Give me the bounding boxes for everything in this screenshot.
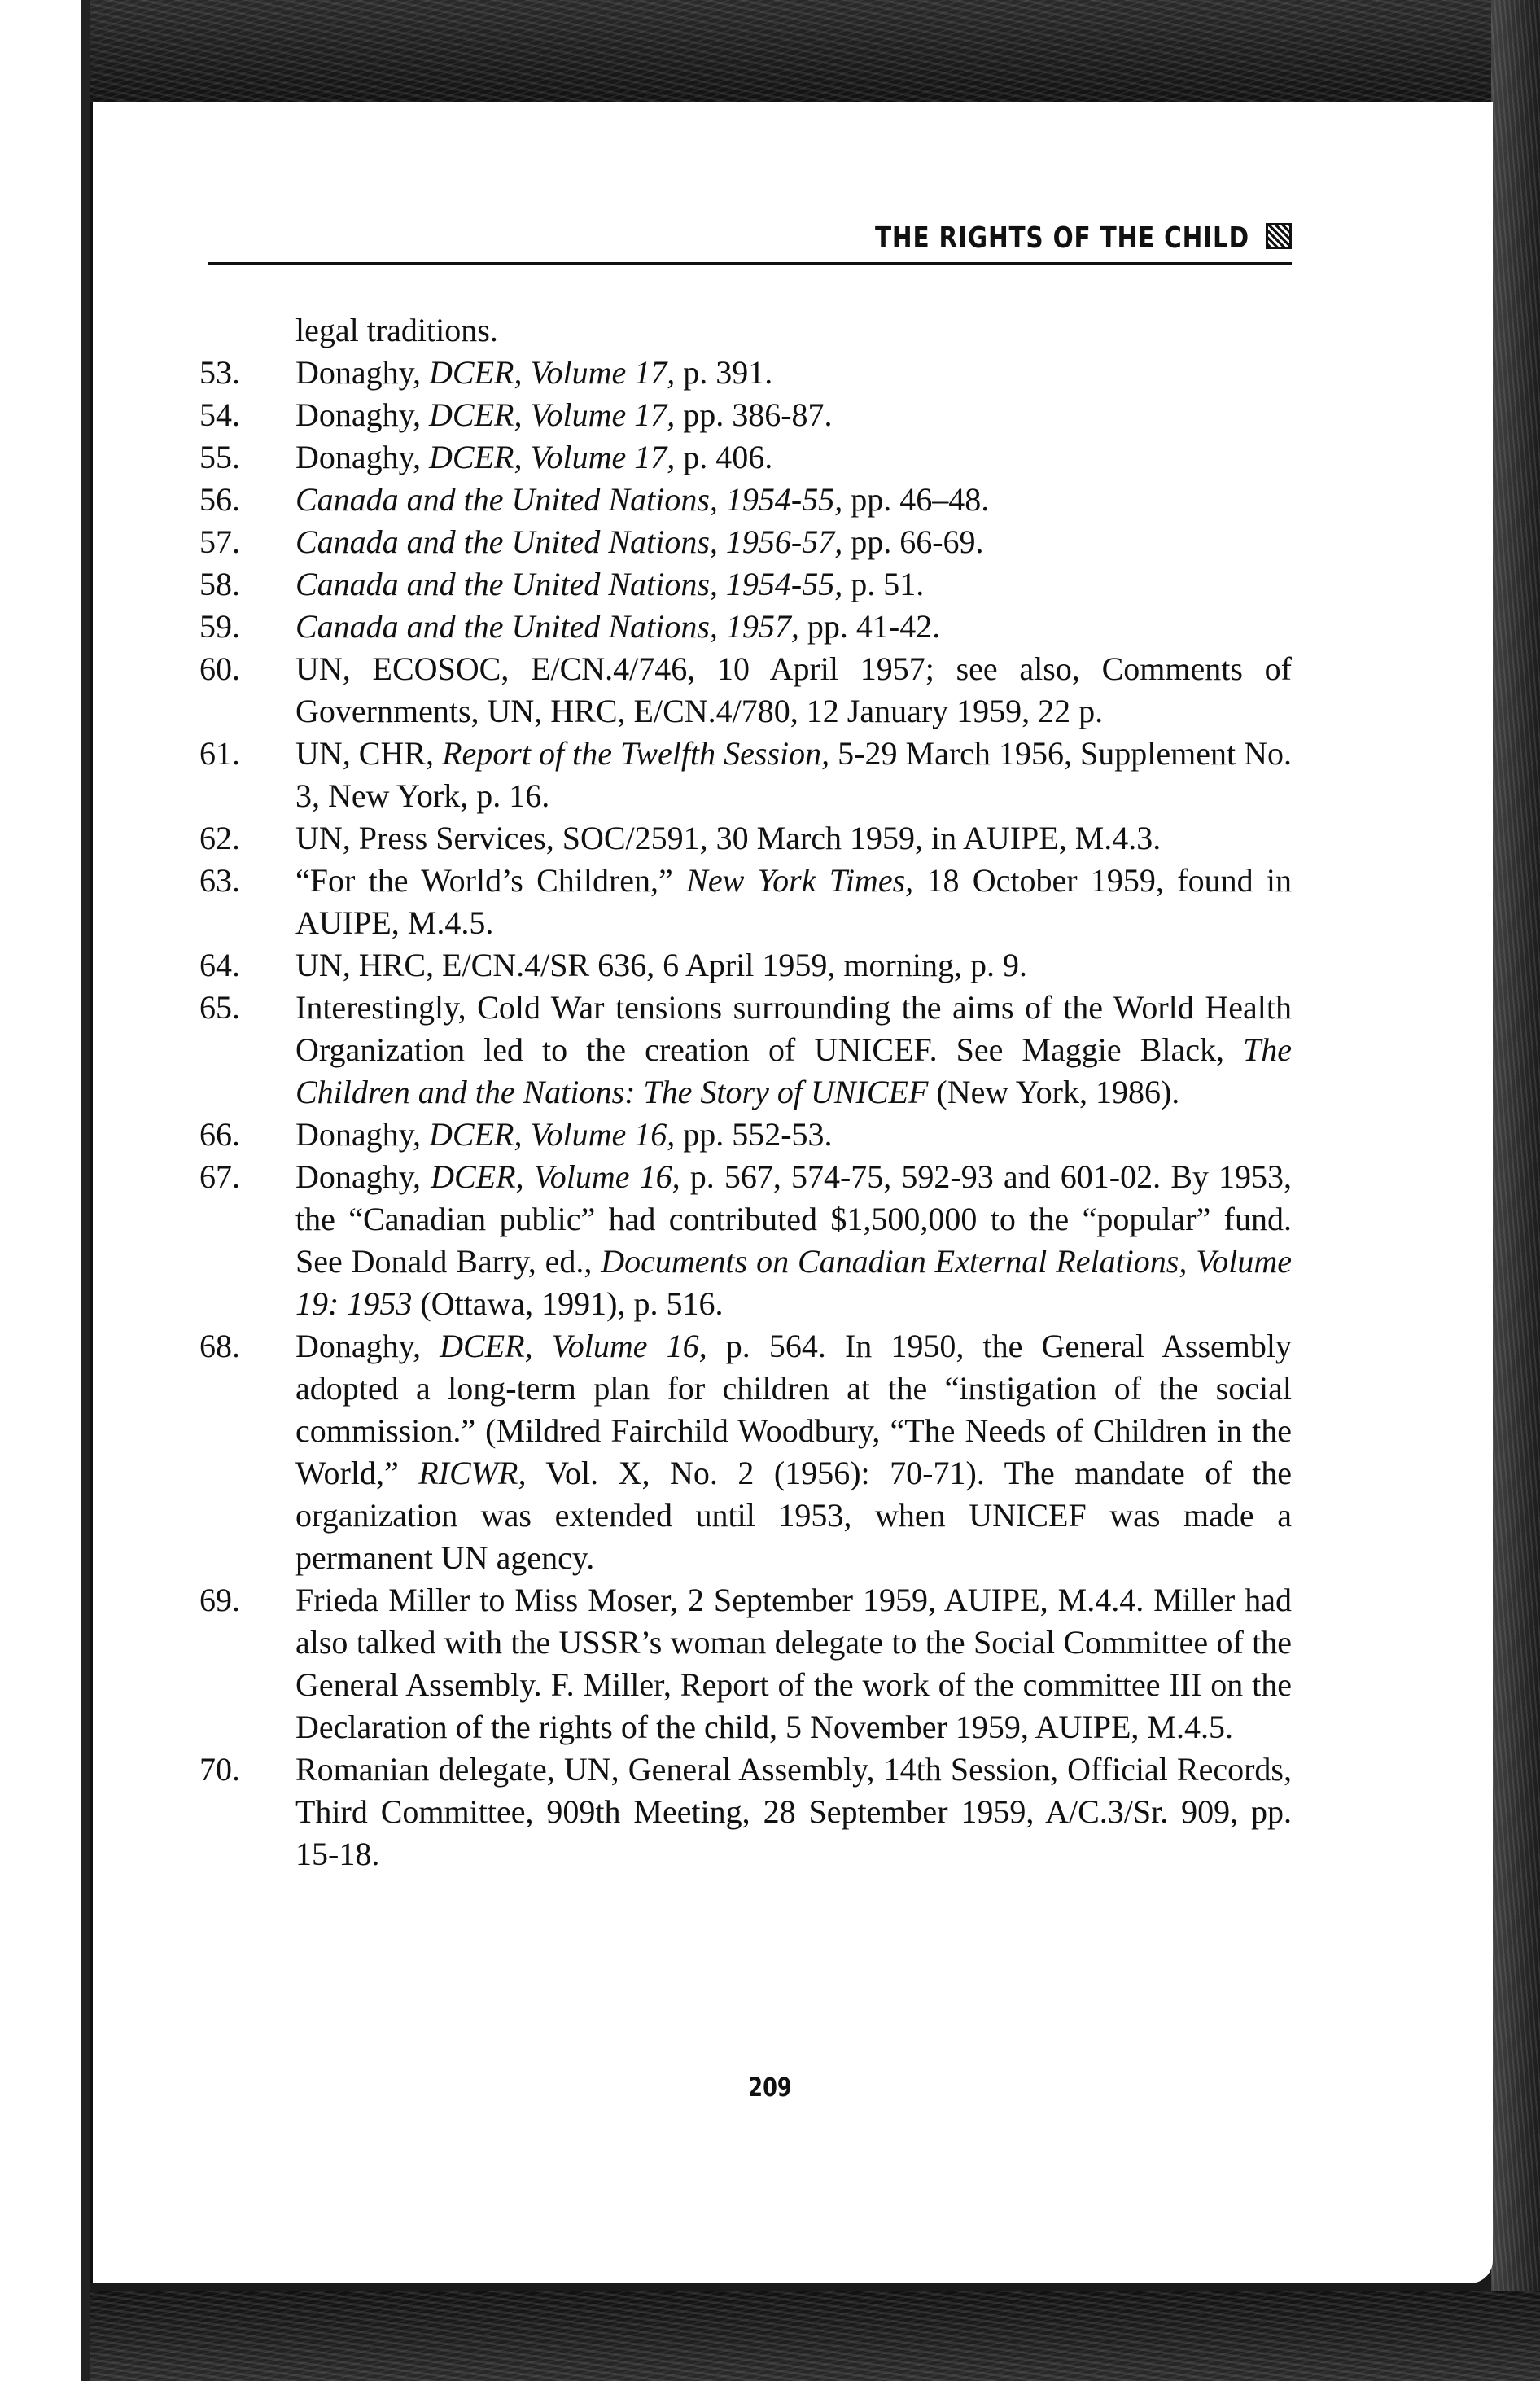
endnote-number: 58. xyxy=(199,566,240,602)
endnote-number: 67. xyxy=(199,1158,240,1195)
running-head xyxy=(208,218,1292,265)
endnote xyxy=(199,394,1292,436)
endnote-text xyxy=(295,523,984,560)
endnote xyxy=(199,1114,1292,1156)
endnote-number: 57. xyxy=(199,523,240,560)
endnote xyxy=(199,860,1293,944)
endnote xyxy=(199,1749,1292,1875)
endnote-text xyxy=(295,989,1292,1110)
scan-edge-right xyxy=(1491,0,1540,2381)
endnote-text xyxy=(295,735,1292,814)
italic-title: The Children and the Nations: The Story of UNICEF xyxy=(295,1031,1292,1110)
italic-title: DCER, Volume 16, xyxy=(431,1158,680,1195)
italic-title: Canada and the United Nations, 1954-55, xyxy=(295,566,843,602)
italic-title: Canada and the United Nations, 1957, xyxy=(295,608,799,645)
endnote-number: 64. xyxy=(199,947,240,983)
text-run: UN, CHR, xyxy=(295,735,443,772)
endnote xyxy=(199,521,1292,563)
text-run: p. 391. xyxy=(675,354,773,391)
endnote-number: 55. xyxy=(199,439,240,475)
endnote-text xyxy=(295,481,989,518)
endnote-number: 62. xyxy=(199,820,240,856)
text-run: Donaghy, xyxy=(295,354,430,391)
text-run: p. 567, 574-75, 592-93 and 601-02. By 1953, the “Canadian public” had contributed $1,500,000 to the “popular” fund. See Donald Barry, ed., xyxy=(295,1158,1292,1280)
italic-title: New York Times, xyxy=(686,862,914,899)
endnote-text xyxy=(295,439,772,475)
endnotes-list xyxy=(199,309,1293,1875)
scan-edge-bottom xyxy=(0,2291,1540,2381)
text-run: p. 564. In 1950, the General Assembly adopted a long-term plan for children at the “instigation of the social commission.” (Mildred Fairchild Woodbury, “The Needs of Children in the World,” xyxy=(295,1328,1293,1491)
text-run: pp. 386-87. xyxy=(675,396,833,433)
endnote-text xyxy=(295,650,1292,729)
endnote-text xyxy=(295,396,833,433)
page-number: 209 xyxy=(748,2072,792,2103)
endnote-number: 69. xyxy=(199,1582,240,1618)
endnote xyxy=(199,606,1292,648)
endnote xyxy=(199,352,1292,394)
running-head-title: THE RIGHTS OF THE CHILD xyxy=(875,221,1249,255)
text-run: pp. 552-53. xyxy=(675,1116,833,1153)
text-run: UN, Press Services, SOC/2591, 30 March 1959, in AUIPE, M.4.3. xyxy=(295,820,1162,856)
text-run: Donaghy, xyxy=(295,1116,430,1153)
endnote-number: 53. xyxy=(199,354,240,391)
italic-title: Documents on Canadian External Relations, Volume 19: 1953 xyxy=(295,1243,1292,1322)
text-run: UN, HRC, E/CN.4/SR 636, 6 April 1959, morning, p. 9. xyxy=(295,947,1027,983)
endnote-text xyxy=(295,1582,1292,1745)
endnote-text xyxy=(295,312,498,348)
text-run: p. 406. xyxy=(675,439,773,475)
text-run: legal traditions. xyxy=(295,312,498,348)
ornament-box-icon xyxy=(1266,223,1292,249)
endnote-number: 68. xyxy=(199,1328,240,1364)
endnote xyxy=(199,479,1292,521)
text-run: (New York, 1986). xyxy=(928,1074,1180,1110)
endnote-number: 54. xyxy=(199,396,240,433)
text-run: p. 51. xyxy=(842,566,925,602)
endnote xyxy=(199,563,1292,606)
endnote-number: 60. xyxy=(199,650,240,687)
text-run: Frieda Miller to Miss Moser, 2 September 1959, AUIPE, M.4.4. Miller had also talked with the USSR’s woman delegate to the Social Committee of the General Assembly. F. Miller, Report of the work of the committee III on the Declaration of the rights of the child, 5 November 1959, AUIPE, M.4.5. xyxy=(295,1582,1292,1745)
text-run: Interestingly, Cold War tensions surrounding the aims of the World Health Organization led to the creation of UNICEF. See Maggie Black, xyxy=(295,989,1292,1068)
endnote-text xyxy=(295,608,940,645)
italic-title: DCER, Volume 16, xyxy=(440,1328,707,1364)
text-run: Romanian delegate, UN, General Assembly, 14th Session, Official Records, Third Committee, 909th Meeting, 28 September 1959, A/C.3/Sr. 909, pp. 15-18. xyxy=(295,1751,1292,1872)
endnote-text xyxy=(295,820,1161,856)
endnote-number: 65. xyxy=(199,989,240,1026)
italic-title: DCER, Volume 17, xyxy=(429,354,676,391)
endnote xyxy=(199,1579,1292,1749)
endnote-number: 61. xyxy=(199,735,240,772)
text-run: pp. 66-69. xyxy=(842,523,984,560)
endnote xyxy=(199,648,1292,733)
italic-title: Canada and the United Nations, 1954-55, xyxy=(295,481,843,518)
italic-title: RICWR, xyxy=(418,1455,527,1491)
endnote-text xyxy=(295,1328,1292,1576)
endnote xyxy=(199,436,1292,479)
endnote-number: 63. xyxy=(199,862,240,899)
endnote xyxy=(199,987,1292,1114)
endnote-text xyxy=(295,1751,1292,1872)
endnote xyxy=(199,817,1292,860)
endnote xyxy=(199,1156,1292,1325)
scan-edge-left xyxy=(0,0,90,2381)
endnote xyxy=(295,309,1292,352)
endnote-text xyxy=(295,354,772,391)
endnote xyxy=(199,733,1292,817)
text-run: Donaghy, xyxy=(295,439,430,475)
text-run: Vol. X, No. 2 (1956): 70-71). The mandate of the organization was extended until 1953, when UNICEF was made a permanent UN agency. xyxy=(295,1455,1292,1576)
text-run: pp. 41-42. xyxy=(798,608,941,645)
endnote-text xyxy=(295,1116,833,1153)
text-run: “For the World’s Children,” xyxy=(295,862,687,899)
text-run: Donaghy, xyxy=(295,1328,440,1364)
endnote xyxy=(199,1325,1293,1579)
text-run: 18 October 1959, found in AUIPE, M.4.5. xyxy=(295,862,1293,941)
text-run: pp. 46–48. xyxy=(842,481,990,518)
endnote-number: 56. xyxy=(199,481,240,518)
endnote-number: 66. xyxy=(199,1116,240,1153)
endnote-number: 59. xyxy=(199,608,240,645)
text-run: Donaghy, xyxy=(295,396,430,433)
scan-edge-top xyxy=(0,0,1540,106)
italic-title: DCER, Volume 17, xyxy=(429,439,676,475)
text-run: (Ottawa, 1991), p. 516. xyxy=(412,1285,724,1322)
text-run: 5-29 March 1956, Supplement No. 3, New York, p. 16. xyxy=(295,735,1292,814)
italic-title: Report of the Twelfth Session, xyxy=(442,735,830,772)
endnote-number: 70. xyxy=(199,1751,240,1788)
italic-title: DCER, Volume 16, xyxy=(429,1116,676,1153)
endnote-text xyxy=(295,566,924,602)
endnote-text xyxy=(295,1158,1292,1322)
italic-title: DCER, Volume 17, xyxy=(429,396,676,433)
italic-title: Canada and the United Nations, 1956-57, xyxy=(295,523,843,560)
endnote-text xyxy=(295,862,1292,941)
endnote-text xyxy=(295,947,1027,983)
endnote xyxy=(199,944,1292,987)
text-run: UN, ECOSOC, E/CN.4/746, 10 April 1957; see also, Comments of Governments, UN, HRC, E/CN.4/780, 12 January 1959, 22 p. xyxy=(295,650,1292,729)
text-run: Donaghy, xyxy=(295,1158,431,1195)
